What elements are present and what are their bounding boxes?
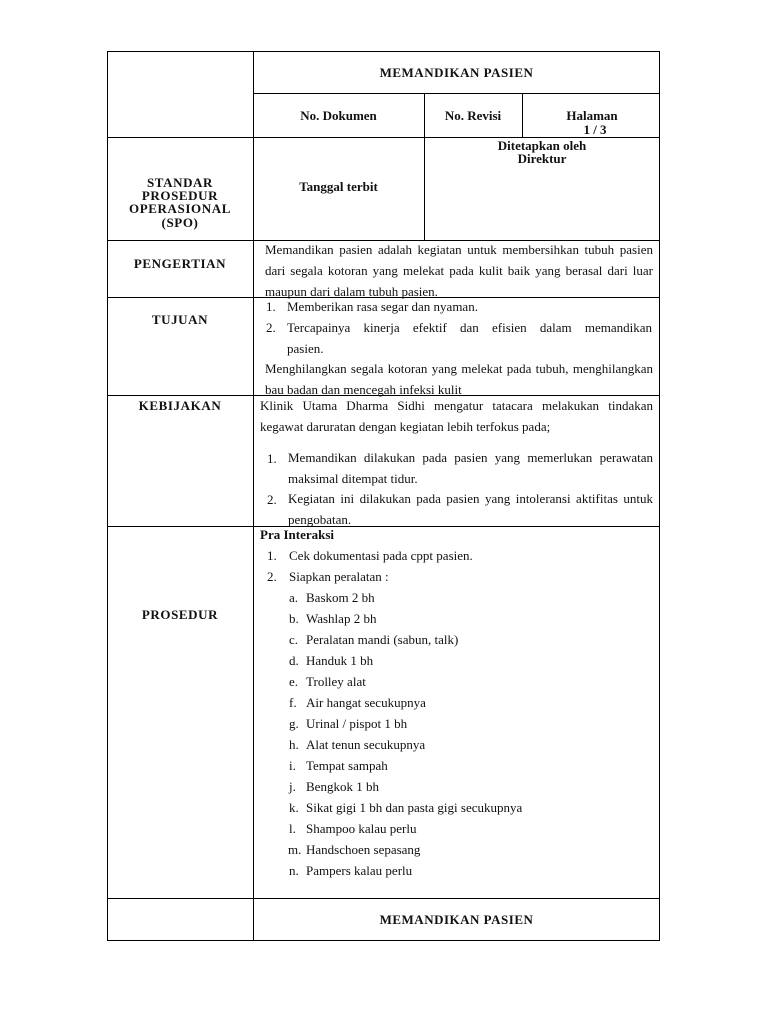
tool-h-letter: h. <box>289 737 299 752</box>
spo-label-line3: OPERASIONAL <box>129 201 231 216</box>
pra-interaksi-heading: Pra Interaksi <box>260 527 335 542</box>
tool-d-text: Handuk 1 bh <box>306 653 374 668</box>
tool-h-text: Alat tenun secukupnya <box>306 737 426 752</box>
tool-f-text: Air hangat secukupnya <box>306 695 426 710</box>
tool-g-text: Urinal / pispot 1 bh <box>306 716 408 731</box>
halaman-value: 1 / 3 <box>583 122 607 137</box>
ditetapkan-line1: Ditetapkan oleh <box>497 138 587 153</box>
tool-f-letter: f. <box>289 695 297 710</box>
document-title: MEMANDIKAN PASIEN <box>379 65 534 80</box>
kebijakan-intro: Klinik Utama Dharma Sidhi mengatur tatacara melakukan tindakan kegawat daruratan dengan kegiatan lebih terfokus pada; <box>260 398 653 434</box>
tujuan-item-1-number: 1. <box>266 299 276 314</box>
tujuan-extra-text: Menghilangkan segala kotoran yang melekat pada tubuh, menghilangkan bau badan dan mencegah infeksi kulit <box>265 361 653 397</box>
tool-e-text: Trolley alat <box>306 674 366 689</box>
tool-a-letter: a. <box>289 590 299 605</box>
tool-g-letter: g. <box>289 716 299 731</box>
border-title-bottom <box>253 93 660 94</box>
tool-n-letter: n. <box>289 863 299 878</box>
prosedur-step-1-text: Cek dokumentasi pada cppt pasien. <box>289 548 473 563</box>
tujuan-label: TUJUAN <box>151 312 209 327</box>
tool-l-text: Shampoo kalau perlu <box>306 821 417 836</box>
kebijakan-label: KEBIJAKAN <box>138 398 222 413</box>
tool-c-text: Peralatan mandi (sabun, talk) <box>306 632 459 647</box>
tool-l-letter: l. <box>289 821 296 836</box>
tool-m-letter: m. <box>288 842 302 857</box>
no-dokumen-label: No. Dokumen <box>300 108 377 123</box>
border-top <box>107 51 660 52</box>
tool-k-letter: k. <box>289 800 299 815</box>
kebijakan-item-1-text: Memandikan dilakukan pada pasien yang memerlukan perawatan maksimal ditempat tidur. <box>288 450 653 486</box>
no-revisi-label: No. Revisi <box>444 108 502 123</box>
tujuan-item-2-text-line2: pasien. <box>287 341 324 356</box>
tool-c-letter: c. <box>289 632 299 647</box>
tool-b-text: Washlap 2 bh <box>306 611 377 626</box>
prosedur-step-2-text: Siapkan peralatan : <box>289 569 389 584</box>
pengertian-text: Memandikan pasien adalah kegiatan untuk membersihkan tubuh pasien dari segala kotoran yang melekat pada kulit baik yang berasal dari luar maupun dari dalam tubuh pasien. <box>265 242 653 299</box>
prosedur-step-1-number: 1. <box>267 548 277 563</box>
kebijakan-item-1-number: 1. <box>267 451 277 466</box>
kebijakan-item-2-text: Kegiatan ini dilakukan pada pasien yang intoleransi aktifitas untuk pengobatan. <box>288 491 653 527</box>
ditetapkan-line2: Direktur <box>517 151 567 166</box>
tool-a-text: Baskom 2 bh <box>306 590 375 605</box>
halaman-label: Halaman <box>566 108 618 123</box>
prosedur-label: PROSEDUR <box>141 607 219 622</box>
border-halaman-left <box>522 93 523 138</box>
tool-i-letter: i. <box>289 758 296 773</box>
tanggal-terbit-label: Tanggal terbit <box>299 179 378 194</box>
prosedur-step-2-number: 2. <box>267 569 277 584</box>
tujuan-item-2-text-line1: Tercapainya kinerja efektif dan efisien dalam memandikan <box>287 320 652 335</box>
tool-e-letter: e. <box>289 674 299 689</box>
tool-k-text: Sikat gigi 1 bh dan pasta gigi secukupnya <box>306 800 523 815</box>
tool-n-text: Pampers kalau perlu <box>306 863 413 878</box>
footer-title: MEMANDIKAN PASIEN <box>379 912 534 927</box>
tool-m-text: Handschoen sepasang <box>306 842 421 857</box>
border-bottom <box>107 940 660 941</box>
border-right <box>659 51 660 941</box>
border-prosedur-bottom <box>107 898 660 899</box>
tool-i-text: Tempat sampah <box>306 758 388 773</box>
spo-label-line2: PROSEDUR <box>141 188 219 203</box>
tujuan-item-2-number: 2. <box>266 320 276 335</box>
tujuan-item-1-text: Memberikan rasa segar dan nyaman. <box>287 299 478 314</box>
pengertian-label: PENGERTIAN <box>133 256 227 271</box>
spo-label-line4: (SPO) <box>161 215 199 230</box>
spo-label-line1: STANDAR <box>146 175 214 190</box>
tool-j-text: Bengkok 1 bh <box>306 779 379 794</box>
tool-b-letter: b. <box>289 611 299 626</box>
kebijakan-item-2-number: 2. <box>267 492 277 507</box>
tool-d-letter: d. <box>289 653 299 668</box>
tool-j-letter: j. <box>289 779 296 794</box>
